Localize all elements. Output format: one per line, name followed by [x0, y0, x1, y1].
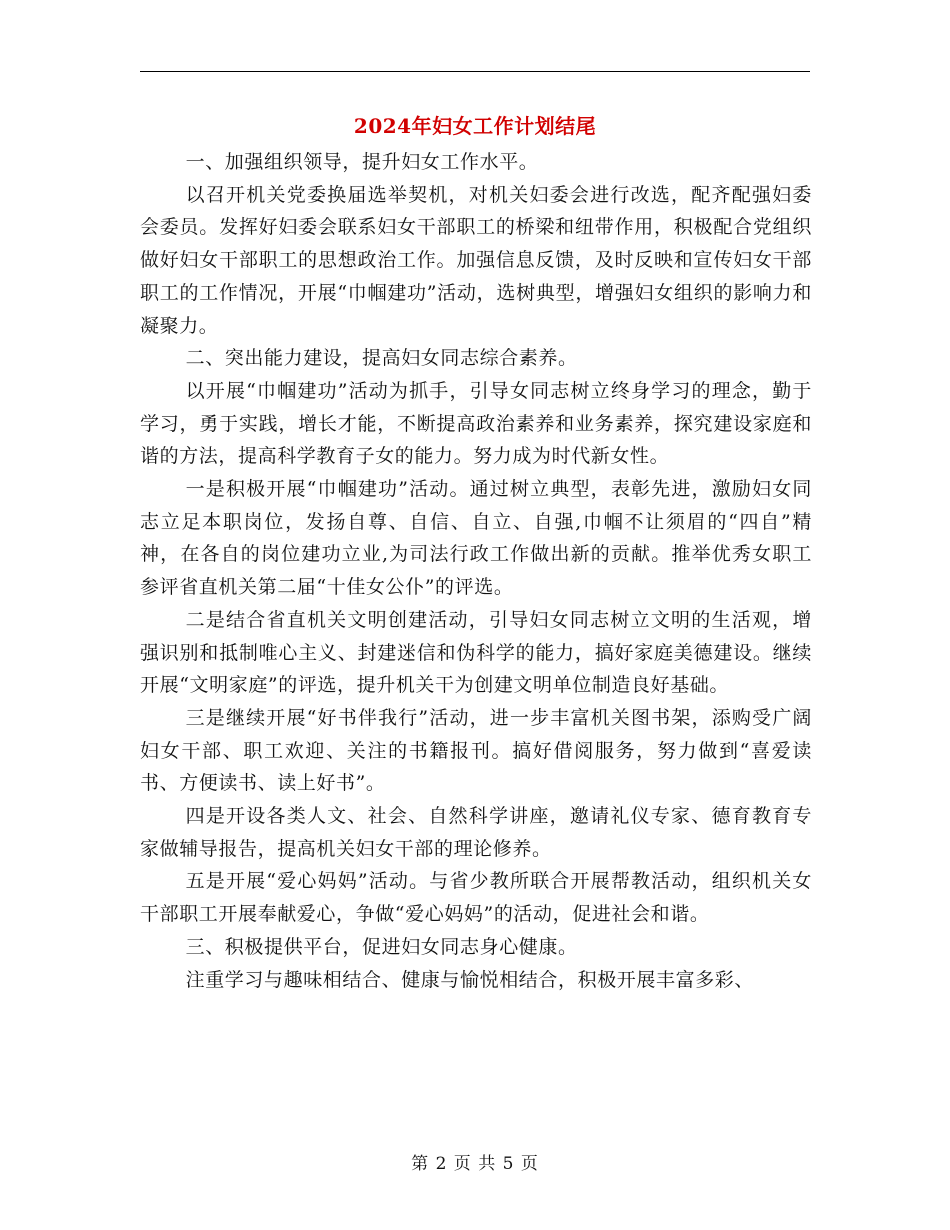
- paragraph: 以开展“巾帼建功”活动为抓手，引导女同志树立终身学习的理念，勤于学习，勇于实践，增长才能，不断提高政治素养和业务素养，探究建设家庭和谐的方法，提高科学教育子女的能力。努力成为时代新女性。: [140, 379, 812, 468]
- paragraph: 五是开展“爱心妈妈”活动。与省少教所联合开展帮教活动，组织机关女干部职工开展奉献爱心，争做“爱心妈妈”的活动，促进社会和谐。: [140, 870, 812, 926]
- paragraph: 三、积极提供平台，促进妇女同志身心健康。: [185, 935, 578, 958]
- paragraph: 四是开设各类人文、社会、自然科学讲座，邀请礼仪专家、德育教育专家做辅导报告，提高机关妇女干部的理论修养。: [140, 805, 812, 860]
- header-rule: [140, 71, 810, 72]
- paragraph: 三是继续开展“好书伴我行”活动，进一步丰富机关图书架，添购受广阔妇女干部、职工欢迎、关注的书籍报刊。搞好借阅服务，努力做到“喜爱读书、方便读书、读上好书”。: [140, 706, 812, 795]
- paragraph: 以召开机关党委换届选举契机，对机关妇委会进行改选，配齐配强妇委会委员。发挥好妇委会联系妇女干部职工的桥梁和纽带作用，积极配合党组织做好妇女干部职工的思想政治工作。加强信息反馈，及时反映和宣传妇女干部职工的工作情况，开展“巾帼建功”活动，选树典型，增强妇女组织的影响力和凝聚力。: [140, 183, 812, 337]
- paragraph: 二是结合省直机关文明创建活动，引导妇女同志树立文明的生活观，增强识别和抵制唯心主义、封建迷信和伪科学的能力，搞好家庭美德建设。继续开展“文明家庭”的评选，提升机关干为创建文明单位制造良好基础。: [140, 608, 812, 697]
- paragraph: 二、突出能力建设，提高妇女同志综合素养。: [185, 347, 578, 370]
- paragraph: 一是积极开展“巾帼建功”活动。通过树立典型，表彰先进，激励妇女同志立足本职岗位，发扬自尊、自信、自立、自强,巾帼不让须眉的“四自”精神，在各自的岗位建功立业,为司法行政工作做出新的贡献。推举优秀女职工参评省直机关第二届“十佳女公仆”的评选。: [140, 478, 812, 599]
- paragraph: 注重学习与趣味相结合、健康与愉悦相结合，积极开展丰富多彩、: [185, 968, 754, 991]
- document-title: 2024年妇女工作计划结尾: [353, 114, 597, 138]
- paragraph: 一、加强组织领导，提升妇女工作水平。: [185, 151, 539, 173]
- document-body: [140, 146, 812, 996]
- page-number-footer: 第 2 页 共 5 页: [411, 1154, 539, 1174]
